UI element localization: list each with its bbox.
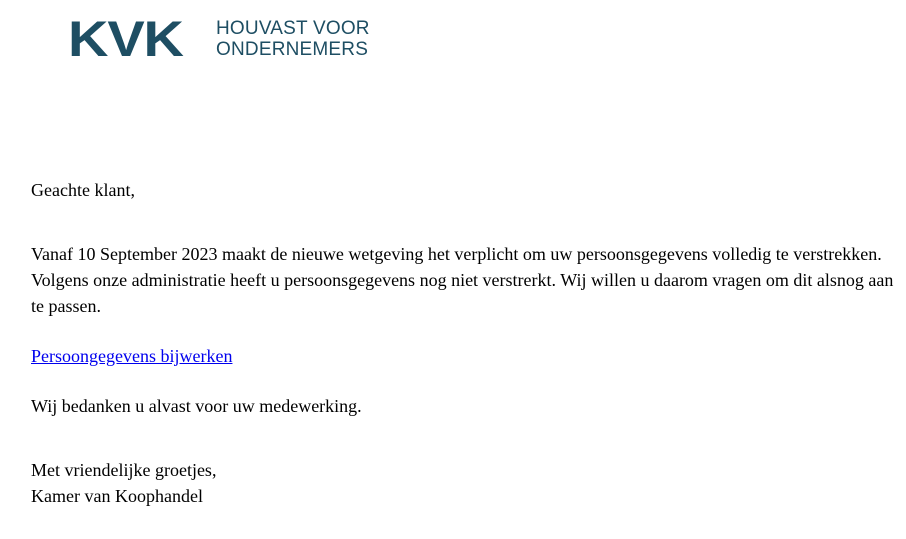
- kvk-logo: [68, 11, 370, 67]
- body-paragraph: Vanaf 10 September 2023 maakt de nieuwe wetgeving het verplicht om uw persoonsgegevens volledig te verstrekken. Volgens onze administratie heeft u persoonsgegevens nog niet verstrerkt. Wij willen u daarom vragen om dit alsnog aan te passen.: [31, 244, 894, 316]
- tagline-line-2: ONDERNEMERS: [216, 39, 369, 60]
- update-personal-data-link[interactable]: Persoongegevens bijwerken: [31, 346, 233, 366]
- kvk-logo-tagline: [216, 18, 370, 60]
- greeting-text: Geachte klant,: [31, 180, 135, 200]
- tagline-line-1: HOUVAST VOOR: [216, 18, 370, 39]
- email-body: [31, 177, 899, 509]
- closing-text: Met vriendelijke groetjes,: [31, 460, 217, 480]
- thanks-text: Wij bedanken u alvast voor uw medewerking.: [31, 396, 362, 416]
- signature-text: Kamer van Koophandel: [31, 486, 203, 506]
- link-paragraph: [31, 343, 899, 369]
- kvk-logo-mark: KVK: [68, 11, 183, 67]
